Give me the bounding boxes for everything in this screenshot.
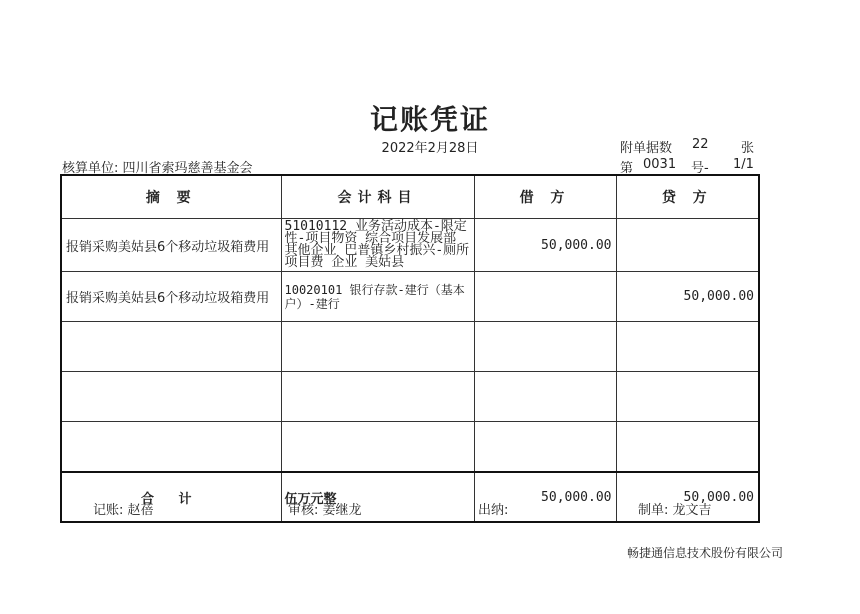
software-company: 畅捷通信息技术股份有限公司: [627, 546, 784, 560]
credit-cell: [616, 422, 759, 473]
account-cell: [281, 372, 474, 422]
table-row: [61, 322, 759, 372]
credit-cell: [616, 372, 759, 422]
attachment-unit: 张: [741, 141, 755, 156]
account-cell: [281, 322, 474, 372]
table-row: [61, 219, 759, 272]
attachment-number: 22: [692, 137, 709, 152]
summary-header: 摘 要: [61, 175, 281, 219]
voucher-table: [60, 174, 760, 523]
credit-cell: 50,000.00: [616, 272, 759, 322]
preparer-signature: 制单: 龙文吉: [638, 503, 712, 518]
table-row: [61, 422, 759, 473]
reviewer-signature: 审核: 姜继龙: [288, 503, 362, 518]
attachment-label: 附单据数: [620, 141, 673, 156]
debit-cell: [474, 372, 616, 422]
summary-cell: [61, 372, 281, 422]
account-cell: 51010112 业务活动成本-限定性-项目物资 综合项目发展部 其他企业 巴普镇乡村振兴-厕所 项目费 企业 美姑县: [281, 219, 474, 272]
accounting-unit-label: 核算单位:: [62, 161, 119, 176]
attachment-count: [620, 137, 755, 156]
total-credit: 50,000.00: [616, 472, 759, 522]
summary-cell: 报销采购美姑县6个移动垃圾箱费用: [61, 219, 281, 272]
total-label: 合 计: [61, 472, 281, 522]
accounting-unit-name: 四川省索玛慈善基金会: [122, 161, 253, 176]
cashier-signature: 出纳:: [478, 503, 509, 518]
credit-cell: [616, 219, 759, 272]
voucher-date: 2022年2月28日: [381, 141, 479, 156]
voucher-number-suffix: 号-: [691, 161, 709, 176]
account-cell: [281, 422, 474, 473]
voucher-page: 1/1: [733, 157, 754, 172]
voucher-number-prefix: 第: [620, 161, 634, 176]
debit-cell: 50,000.00: [474, 219, 616, 272]
summary-cell: [61, 322, 281, 372]
table-row: [61, 372, 759, 422]
credit-cell: [616, 322, 759, 372]
account-cell: 10020101 银行存款-建行（基本户）-建行: [281, 272, 474, 322]
voucher-title: 记账凭证: [369, 103, 490, 136]
debit-cell: [474, 422, 616, 473]
debit-cell: [474, 322, 616, 372]
account-header: 会计科目: [281, 175, 474, 219]
table-header-row: [61, 175, 759, 219]
total-debit: 50,000.00: [474, 472, 616, 522]
debit-header: 借 方: [474, 175, 616, 219]
summary-cell: [61, 422, 281, 473]
table-row: [61, 272, 759, 322]
credit-header: 贷 方: [616, 175, 759, 219]
summary-cell: 报销采购美姑县6个移动垃圾箱费用: [61, 272, 281, 322]
bookkeeper-signature: 记账: 赵蓓: [93, 503, 154, 518]
voucher-number-value: 0031: [643, 157, 677, 172]
debit-cell: [474, 272, 616, 322]
total-amount-words: 伍万元整: [281, 472, 474, 522]
